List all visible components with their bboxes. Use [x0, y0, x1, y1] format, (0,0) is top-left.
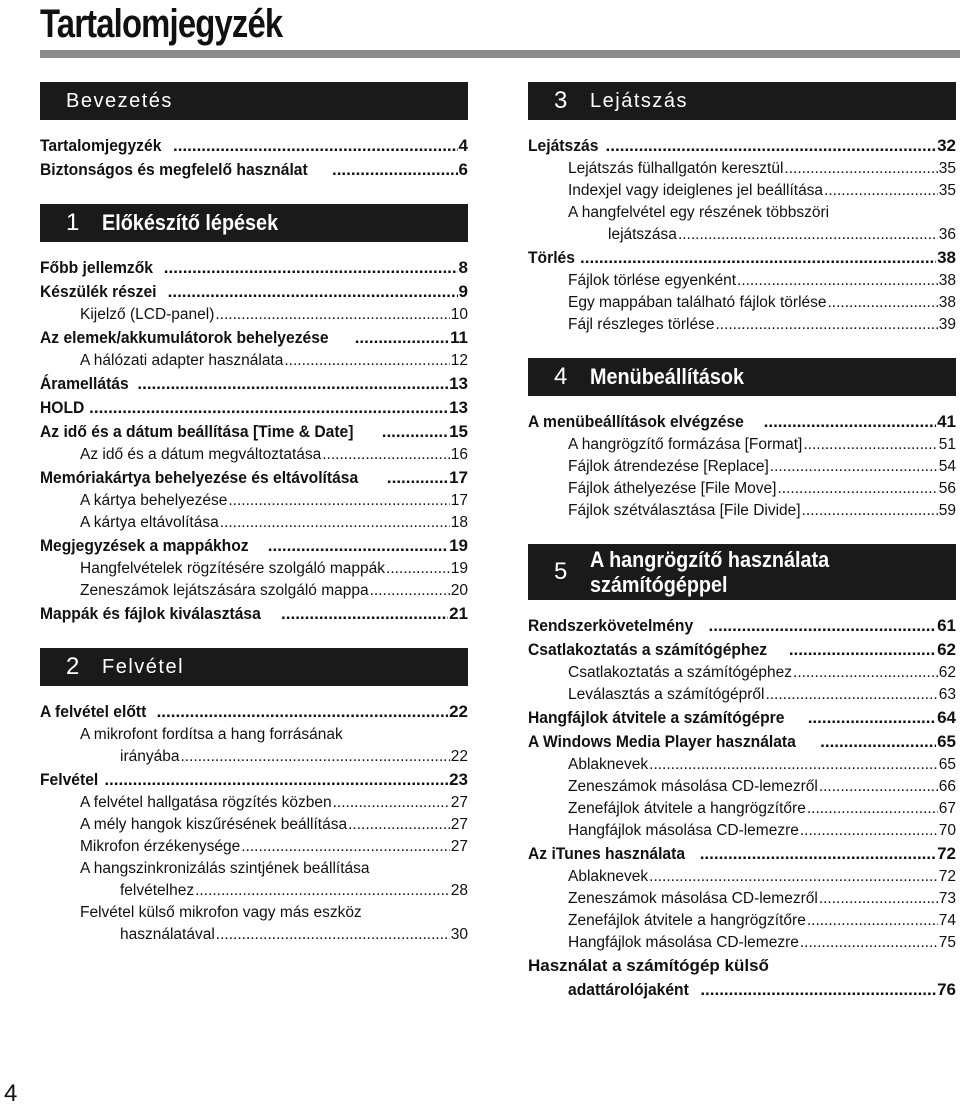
section-header-2	[40, 648, 468, 686]
toc-entry[interactable]: Felvétel ..... 23	[40, 768, 468, 792]
toc-subentry[interactable]: Zeneszámok másolása CD-lemezről ..... 73	[528, 888, 956, 910]
toc-entry[interactable]: Hangfájlok átvitele a számítógépre ..... 64	[528, 706, 956, 730]
toc-subentry[interactable]: Hangfájlok másolása CD-lemezre ..... 75	[528, 932, 956, 954]
section-header-intro	[40, 82, 468, 120]
toc-subentry[interactable]: Fájlok átrendezése [Replace] ..... 54	[528, 456, 956, 478]
toc-subentry[interactable]: Indexjel vagy ideiglenes jel beállítása ..... 35	[528, 180, 956, 202]
toc-subentry[interactable]: Fájlok szétválasztása [File Divide] ..... 59	[528, 500, 956, 522]
toc-entry[interactable]: A Windows Media Player használata ..... 65	[528, 730, 956, 754]
toc-entry[interactable]: Az elemek/akkumulátorok behelyezése ..... 11	[40, 326, 468, 350]
section-number: 5	[554, 558, 568, 585]
section-title: Lejátszás	[590, 89, 688, 112]
section-header-4	[528, 358, 956, 396]
toc-subentry[interactable]: A kártya eltávolítása ..... 18	[40, 512, 468, 534]
toc-subentry[interactable]: Fájlok áthelyezése [File Move] ..... 56	[528, 478, 956, 500]
toc-subentry-multiline[interactable]: A mikrofont fordítsa a hang forrásának irányába ..... 22	[40, 724, 468, 768]
toc-entry[interactable]: Áramellátás ..... 13	[40, 372, 468, 396]
toc-subentry[interactable]: Az idő és a dátum megváltoztatása ..... 16	[40, 444, 468, 466]
section-title: Előkészítő lépések	[102, 210, 279, 235]
toc-entry[interactable]: HOLD ..... 13	[40, 396, 468, 420]
toc-subentry[interactable]: Ablaknevek ..... 65	[528, 754, 956, 776]
toc-subentry-multiline[interactable]: Felvétel külső mikrofon vagy más eszköz használatával ..... 30	[40, 902, 468, 946]
page-number: 4	[4, 1080, 18, 1107]
section-title: A hangrögzítő használata számítógéppel	[590, 547, 830, 597]
toc-entry[interactable]: A felvétel előtt ..... 22	[40, 700, 468, 724]
toc-subentry[interactable]: A mély hangok kiszűrésének beállítása ..... 27	[40, 814, 468, 836]
toc-subentry[interactable]: Zeneszámok másolása CD-lemezről ..... 66	[528, 776, 956, 798]
section-header-1	[40, 204, 468, 242]
title-rule	[40, 50, 960, 58]
toc-entry[interactable]: Megjegyzések a mappákhoz ..... 19	[40, 534, 468, 558]
section-title: Menübeállítások	[590, 364, 745, 389]
section-header-3	[528, 82, 956, 120]
toc-subentry[interactable]: Leválasztás a számítógépről ..... 63	[528, 684, 956, 706]
toc-subentry[interactable]: Kijelző (LCD-panel) ..... 10	[40, 304, 468, 326]
section-number: 2	[66, 653, 80, 680]
toc-subentry[interactable]: A felvétel hallgatása rögzítés közben ..... 27	[40, 792, 468, 814]
toc-subentry[interactable]: A kártya behelyezése ..... 17	[40, 490, 468, 512]
toc-subentry[interactable]: Zenefájlok átvitele a hangrögzítőre ..... 67	[528, 798, 956, 820]
toc-subentry[interactable]: Csatlakoztatás a számítógéphez ..... 62	[528, 662, 956, 684]
section-header-5	[528, 544, 956, 600]
toc-subentry[interactable]: Zeneszámok lejátszására szolgáló mappa ..... 20	[40, 580, 468, 602]
toc-entry[interactable]: Rendszerkövetelmény ..... 61	[528, 614, 956, 638]
toc-subentry[interactable]: Hangfelvételek rögzítésére szolgáló mappák ..... 19	[40, 558, 468, 580]
toc-entry[interactable]: Készülék részei ..... 9	[40, 280, 468, 304]
toc-left-column	[40, 82, 468, 946]
section-number: 1	[66, 209, 80, 236]
toc-entry[interactable]: A menübeállítások elvégzése ..... 41	[528, 410, 956, 434]
toc-subentry-multiline[interactable]: A hangszinkronizálás szintjének beállítása felvételhez ..... 28	[40, 858, 468, 902]
toc-subentry[interactable]: Zenefájlok átvitele a hangrögzítőre ..... 74	[528, 910, 956, 932]
toc-subentry[interactable]: A hálózati adapter használata ..... 12	[40, 350, 468, 372]
toc-subentry[interactable]: Egy mappában található fájlok törlése ..... 38	[528, 292, 956, 314]
toc-entry[interactable]: Tartalomjegyzék ..... 4	[40, 134, 468, 158]
toc-subentry[interactable]: A hangrögzítő formázása [Format] ..... 51	[528, 434, 956, 456]
section-number: 3	[554, 87, 568, 114]
toc-subentry[interactable]: Lejátszás fülhallgatón keresztül ..... 35	[528, 158, 956, 180]
toc-entry[interactable]: Biztonságos és megfelelő használat ..... 6	[40, 158, 468, 182]
toc-entry[interactable]: Törlés ..... 38	[528, 246, 956, 270]
toc-entry[interactable]: Lejátszás ..... 32	[528, 134, 956, 158]
toc-entry[interactable]: Csatlakoztatás a számítógéphez ..... 62	[528, 638, 956, 662]
toc-subentry[interactable]: Fájlok törlése egyenként ..... 38	[528, 270, 956, 292]
section-number: 4	[554, 363, 568, 390]
toc-subentry[interactable]: Hangfájlok másolása CD-lemezre ..... 70	[528, 820, 956, 842]
toc-subentry-multiline[interactable]: A hangfelvétel egy részének többszöri lejátszása ..... 36	[528, 202, 956, 246]
toc-entry[interactable]: Mappák és fájlok kiválasztása ..... 21	[40, 602, 468, 626]
toc-entry[interactable]: Főbb jellemzők ..... 8	[40, 256, 468, 280]
toc-entry[interactable]: Az iTunes használata ..... 72	[528, 842, 956, 866]
toc-subentry[interactable]: Ablaknevek ..... 72	[528, 866, 956, 888]
toc-entry[interactable]: Memóriakártya behelyezése és eltávolítása ..... 17	[40, 466, 468, 490]
section-title: Bevezetés	[66, 89, 173, 112]
section-title: Felvétel	[102, 655, 185, 678]
toc-right-column	[528, 82, 956, 1002]
toc-entry[interactable]: Az idő és a dátum beállítása [Time & Date] ..... 15	[40, 420, 468, 444]
toc-entry-multiline[interactable]: Használat a számítógép külső adattárolójaként ..... 76	[528, 954, 956, 1002]
toc-subentry[interactable]: Mikrofon érzékenysége ..... 27	[40, 836, 468, 858]
toc-subentry[interactable]: Fájl részleges törlése ..... 39	[528, 314, 956, 336]
page-title: Tartalomjegyzék	[40, 2, 283, 46]
